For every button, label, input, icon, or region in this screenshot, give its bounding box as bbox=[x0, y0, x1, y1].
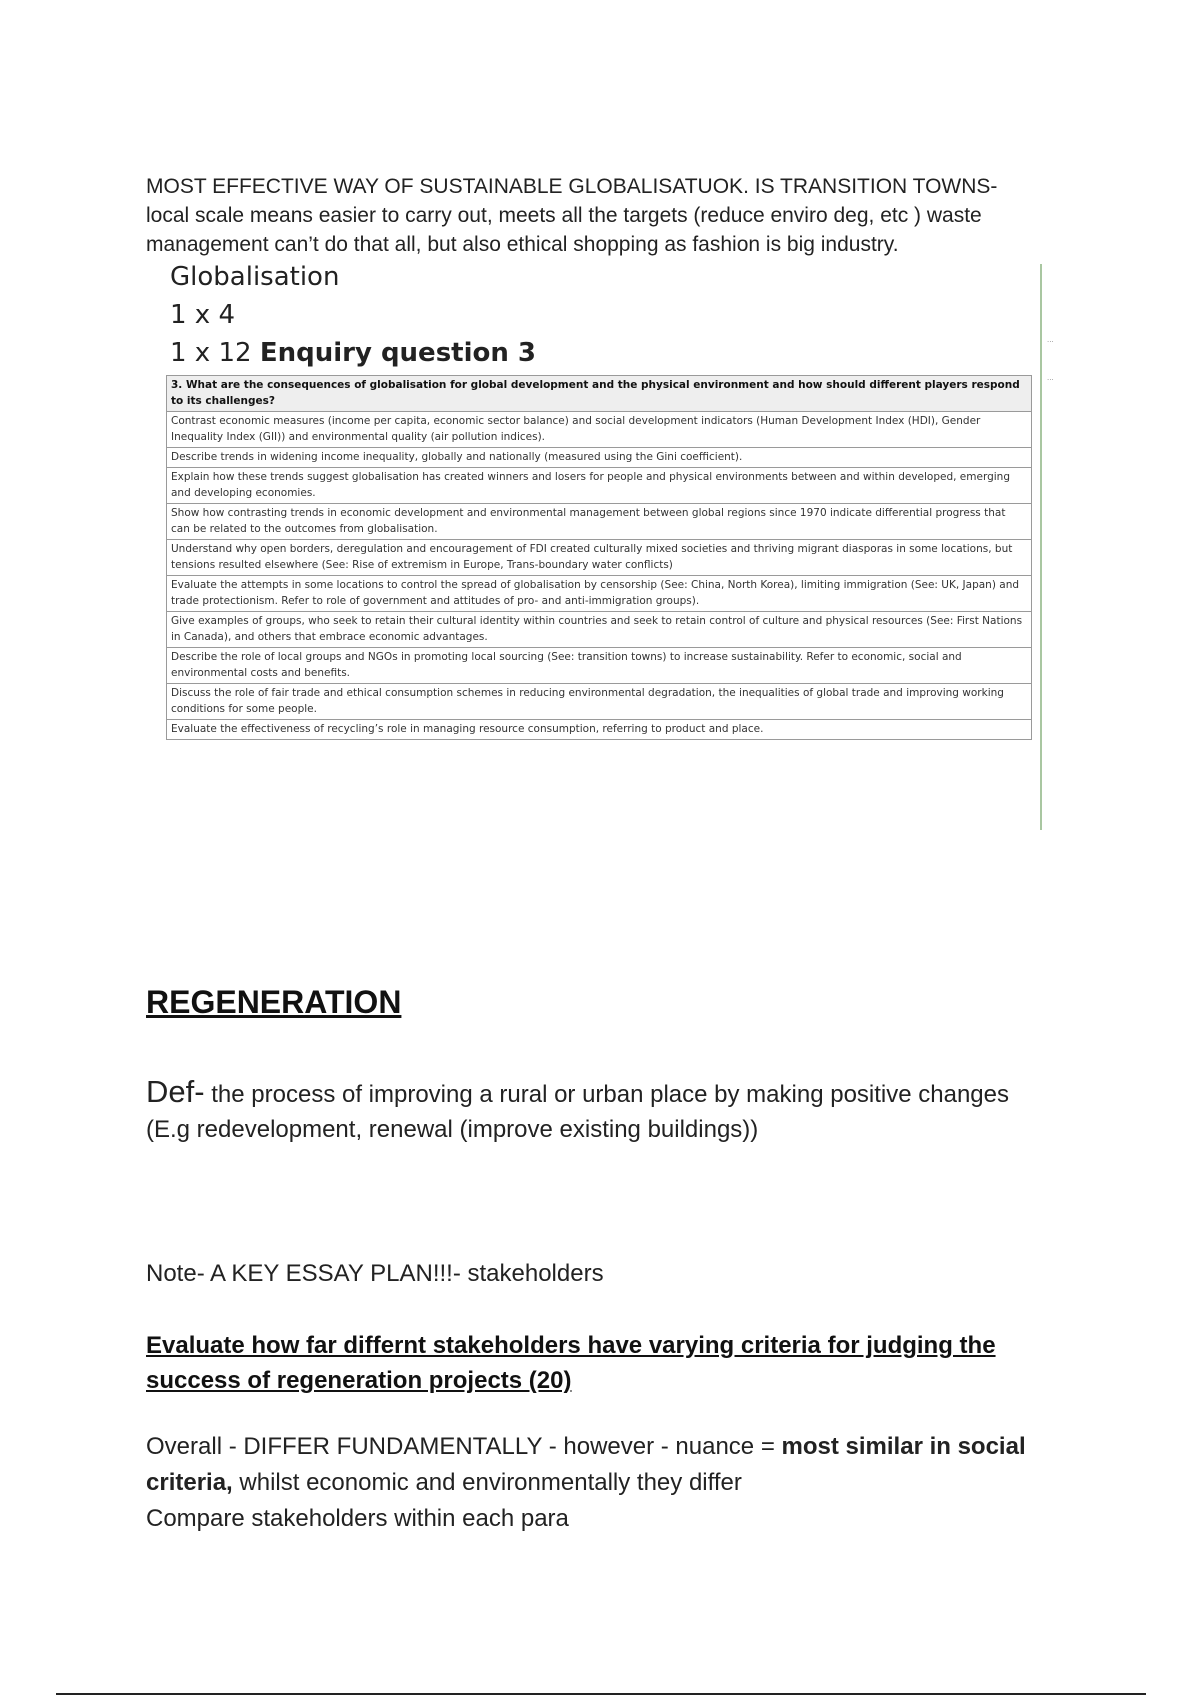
table-cell: Discuss the role of fair trade and ethical consumption schemes in reducing environmental degradation, the inequalities of global trade and improving working conditions for some people. bbox=[167, 684, 1032, 720]
table-row bbox=[167, 412, 1032, 448]
overall-prefix: Overall - DIFFER FUNDAMENTALLY - however - nuance = bbox=[146, 1433, 782, 1460]
definition-lead: Def- bbox=[146, 1074, 205, 1109]
overall-suffix: whilst economic and environmentally they differ bbox=[232, 1469, 742, 1496]
overall-argument bbox=[146, 1429, 1066, 1537]
table-cell: Describe trends in widening income inequality, globally and nationally (measured using the Gini coefficient). bbox=[167, 448, 1032, 468]
marks-line-2 bbox=[170, 338, 536, 368]
compare-line: Compare stakeholders within each para bbox=[146, 1505, 569, 1532]
table-row bbox=[167, 648, 1032, 684]
embedded-spec-screenshot bbox=[160, 262, 1060, 832]
table-cell: Explain how these trends suggest globalisation has created winners and losers for people and physical environments between and within developed, emerging and developing economies. bbox=[167, 468, 1032, 504]
overall-line bbox=[146, 1429, 1066, 1501]
definition-paragraph bbox=[146, 1074, 1066, 1147]
enquiry-question-table bbox=[166, 375, 1032, 740]
intro-line-1: MOST EFFECTIVE WAY OF SUSTAINABLE GLOBALISATUOK. IS TRANSITION TOWNS- bbox=[146, 175, 998, 198]
table-row bbox=[167, 504, 1032, 540]
marks-line-1: 1 x 4 bbox=[170, 300, 235, 330]
table-row bbox=[167, 576, 1032, 612]
essay-plan-note: Note- A KEY ESSAY PLAN!!!- stakeholders bbox=[146, 1260, 604, 1287]
intro-paragraph bbox=[146, 172, 1076, 259]
table-cell: Evaluate the attempts in some locations to control the spread of globalisation by censorship (See: China, North Korea), limiting immigration (See: UK, Japan) and trade protectionism. Refer to role of government and attitudes of pro- and anti-immigration groups). bbox=[167, 576, 1032, 612]
intro-line-2: local scale means easier to carry out, meets all the targets (reduce enviro deg, etc ) waste bbox=[146, 204, 982, 227]
definition-line bbox=[146, 1074, 1066, 1112]
table-cell: Evaluate the effectiveness of recycling’s role in managing resource consumption, referring to product and place. bbox=[167, 720, 1032, 740]
regeneration-heading: REGENERATION bbox=[146, 984, 402, 1020]
table-row bbox=[167, 612, 1032, 648]
enquiry-question-label: Enquiry question 3 bbox=[259, 338, 537, 368]
essay-question: Evaluate how far differnt stakeholders have varying criteria for judging the success of regeneration projects (20) bbox=[146, 1332, 996, 1394]
table-cell: Show how contrasting trends in economic development and environmental management between global regions since 1970 indicate differential progress that can be related to the outcomes from globalisation. bbox=[167, 504, 1032, 540]
table-header-cell: 3. What are the consequences of globalisation for global development and the physical environment and how should different players respond to its challenges? bbox=[167, 376, 1032, 412]
screenshot-title: Globalisation bbox=[170, 262, 340, 292]
footer-divider bbox=[56, 1693, 1146, 1695]
definition-text: the process of improving a rural or urban place by making positive changes bbox=[204, 1081, 1009, 1108]
table-cell: Give examples of groups, who seek to retain their cultural identity within countries and seek to retain control of culture and physical resources (See: First Nations in Canada), and others that embrace economic advantages. bbox=[167, 612, 1032, 648]
table-row bbox=[167, 684, 1032, 720]
table-row bbox=[167, 540, 1032, 576]
overall-bold: most similar in social criteria, bbox=[146, 1433, 1026, 1496]
screenshot-margin-line bbox=[1040, 264, 1042, 830]
margin-mark: ··· bbox=[1047, 376, 1054, 384]
table-row bbox=[167, 720, 1032, 740]
table-cell: Understand why open borders, deregulation and encouragement of FDI created culturally mixed societies and thriving migrant diasporas in some locations, but tensions resulted elsewhere (See: Rise of extremism in Europe, Trans-boundary water conflicts) bbox=[167, 540, 1032, 576]
table-cell: Describe the role of local groups and NGOs in promoting local sourcing (See: transition towns) to increase sustainability. Refer to economic, social and environmental costs and benefits. bbox=[167, 648, 1032, 684]
definition-example: (E.g redevelopment, renewal (improve existing buildings)) bbox=[146, 1116, 759, 1143]
margin-mark: ··· bbox=[1047, 338, 1054, 346]
marks-line-2-prefix: 1 x 12 bbox=[170, 338, 252, 368]
intro-line-3: management can’t do that all, but also ethical shopping as fashion is big industry. bbox=[146, 233, 899, 256]
table-cell: Contrast economic measures (income per capita, economic sector balance) and social development indicators (Human Development Index (HDI), Gender Inequality Index (GII)) and environmental quality (air pollution indices). bbox=[167, 412, 1032, 448]
table-row bbox=[167, 448, 1032, 468]
table-header-row bbox=[167, 376, 1032, 412]
table-row bbox=[167, 468, 1032, 504]
